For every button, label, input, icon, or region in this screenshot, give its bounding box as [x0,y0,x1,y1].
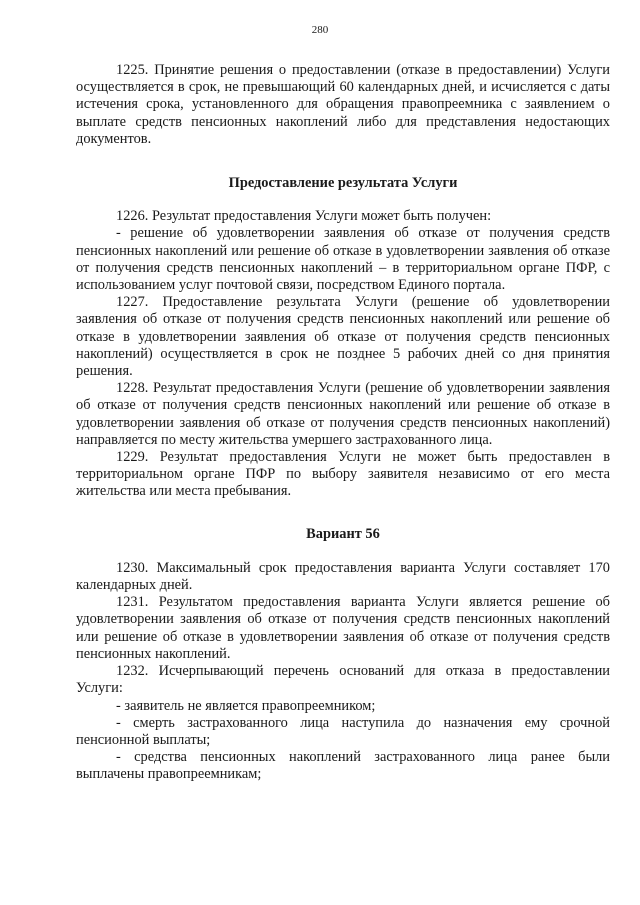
refusal-ground-item: - смерть застрахованного лица наступила до назначения ему срочной пенсионной выплаты; [76,714,610,748]
page-number: 280 [311,24,329,36]
document-body [76,62,610,784]
section-heading-variant: Вариант 56 [306,525,380,542]
paragraph-1226: 1226. Результат предоставления Услуги может быть получен: [116,208,492,225]
refusal-ground-item: - средства пенсионных накоплений застрахованного лица ранее были выплачены правопреемникам; [76,749,610,783]
paragraph-1229: 1229. Результат предоставления Услуги не может быть предоставлен в территориальном органе ПФР по выбору заявителя независимо от его места жительства или места пребывания. [76,449,610,500]
paragraph-1226-item: - решение об удовлетворении заявления об отказе от получения средств пенсионных накоплений или решение об отказе в удовлетворении заявления об отказе от получения средств пенсионных накоплений – в территориальном органе ПФР, с использованием услуг почтовой связи, посредством Единого портала. [76,225,610,294]
paragraph-1230: 1230. Максимальный срок предоставления варианта Услуги составляет 170 календарных дней. [76,559,610,594]
paragraph-1227: 1227. Предоставление результата Услуги (решение об удовлетворении заявления об отказе от получения средств пенсионных накоплений или решение об отказе в удовлетворении заявления об отказе от получения средств пенсионных накоплений) осуществляется в срок не позднее 5 рабочих дней со дня принятия решения. [76,294,610,380]
section-heading-result: Предоставление результата Услуги [228,175,458,192]
paragraph-1231: 1231. Результатом предоставления варианта Услуги является решение об удовлетворении заявления об отказе от получения средств пенсионных накоплений или решение об отказе в удовлетворении заявления об отказе от получения средств пенсионных накоплений. [76,594,610,662]
refusal-ground-item: - заявитель не является правопреемником; [116,697,376,714]
paragraph-1228: 1228. Результат предоставления Услуги (решение об удовлетворении заявления об отказе от получения средств пенсионных накоплений или решение об отказе в удовлетворении заявления об отказе от получения средств пенсионных накоплений) направляется по месту жительства умершего застрахованного лица. [76,380,610,448]
paragraph-1225: 1225. Принятие решения о предоставлении (отказе в предоставлении) Услуги осуществляется в срок, не превышающий 60 календарных дней, и исчисляется с даты истечения срока, установленного для обращения правопреемника с заявлением о выплате средств пенсионных накоплений либо для представления недостающих документов. [76,62,610,147]
paragraph-1232: 1232. Исчерпывающий перечень оснований для отказа в предоставлении Услуги: [76,663,610,697]
